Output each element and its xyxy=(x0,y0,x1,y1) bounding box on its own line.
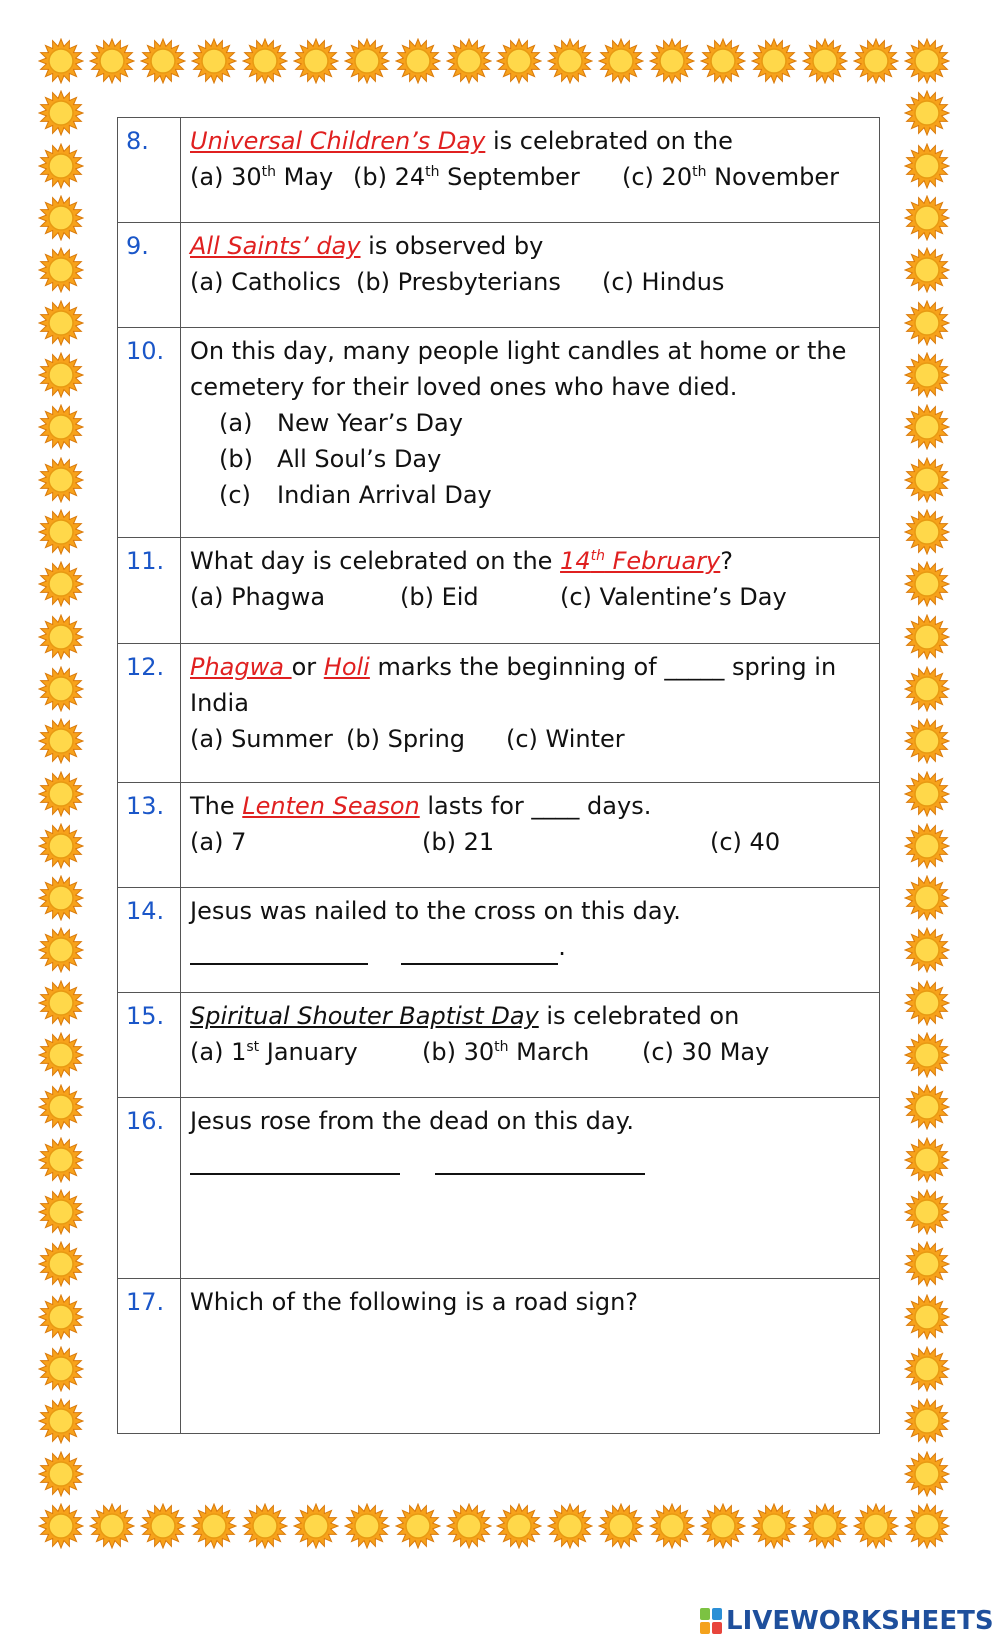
question-stem: Jesus rose from the dead on this day. xyxy=(190,1107,634,1135)
stem-text: is observed by xyxy=(360,232,544,260)
option-text: September xyxy=(439,163,580,191)
question-stem xyxy=(190,123,871,159)
question-number: 12. xyxy=(118,644,181,783)
sun-icon xyxy=(38,404,84,450)
sun-icon xyxy=(38,823,84,869)
sun-icon xyxy=(38,771,84,817)
question-row-13 xyxy=(118,783,880,888)
sun-icon xyxy=(751,38,797,84)
sun-icon xyxy=(751,1503,797,1549)
sun-icon xyxy=(904,1398,950,1444)
option-b[interactable]: (b) Presbyterians xyxy=(356,268,561,296)
highlight-term: Lenten Season xyxy=(242,792,420,820)
option-text: January xyxy=(259,1038,358,1066)
option-c[interactable] xyxy=(642,1034,769,1070)
stem-text: What day is celebrated on the xyxy=(190,547,561,575)
sun-icon xyxy=(904,1503,950,1549)
question-number: 8. xyxy=(118,118,181,223)
question-number: 15. xyxy=(118,993,181,1098)
sun-icon xyxy=(38,90,84,136)
sun-icon xyxy=(38,1451,84,1497)
option-a[interactable] xyxy=(190,1034,422,1070)
question-number: 9. xyxy=(118,223,181,328)
sun-icon xyxy=(38,718,84,764)
sun-icon xyxy=(38,875,84,921)
sun-icon xyxy=(38,927,84,973)
highlight-term xyxy=(560,547,720,575)
question-content xyxy=(181,993,880,1098)
brand-logo-icon xyxy=(700,1608,722,1634)
options-row xyxy=(190,579,871,615)
options-row xyxy=(190,264,871,300)
option-text: November xyxy=(706,163,839,191)
option-text: (b) 24 xyxy=(353,163,426,191)
question-stem xyxy=(190,998,871,1034)
sun-icon xyxy=(904,666,950,712)
question-content xyxy=(181,1098,880,1279)
option-text: March xyxy=(508,1038,590,1066)
sun-icon xyxy=(140,38,186,84)
sun-icon xyxy=(853,38,899,84)
option-c[interactable] xyxy=(622,159,839,195)
option-a[interactable]: (a) Summer xyxy=(190,725,333,753)
option-c[interactable]: (c) Valentine’s Day xyxy=(560,583,787,611)
option-text: New Year’s Day xyxy=(277,409,463,437)
sun-icon xyxy=(904,1137,950,1183)
question-number: 11. xyxy=(118,538,181,644)
option-sup: st xyxy=(246,1039,260,1055)
question-stem xyxy=(190,543,871,579)
sun-icon xyxy=(700,38,746,84)
question-number: 14. xyxy=(118,888,181,993)
sun-icon xyxy=(547,38,593,84)
sun-icon xyxy=(904,561,950,607)
question-content xyxy=(181,328,880,538)
stem-text: lasts for ____ days. xyxy=(419,792,652,820)
question-stem: cemetery for their loved ones who have died. xyxy=(190,373,738,401)
sun-icon xyxy=(904,195,950,241)
question-number: 13. xyxy=(118,783,181,888)
sun-icon xyxy=(904,247,950,293)
option-b[interactable]: (b) Spring xyxy=(346,725,466,753)
sun-icon xyxy=(395,38,441,84)
option-text: (c) 30 May xyxy=(642,1038,770,1066)
stem-text: is celebrated on xyxy=(538,1002,740,1030)
sun-icon xyxy=(38,666,84,712)
sun-icon xyxy=(293,1503,339,1549)
question-row-15 xyxy=(118,993,880,1098)
question-row-11 xyxy=(118,538,880,644)
sun-icon xyxy=(547,1503,593,1549)
question-row-9 xyxy=(118,223,880,328)
blank-period: . xyxy=(558,933,566,961)
highlight-term: All Saints’ day xyxy=(190,232,361,260)
options-row xyxy=(190,159,871,195)
sun-icon xyxy=(38,247,84,293)
sun-icon xyxy=(38,509,84,555)
option-a[interactable] xyxy=(190,159,353,195)
sun-icon xyxy=(904,352,950,398)
answer-blank-1[interactable] xyxy=(190,1147,400,1175)
options-row xyxy=(190,1034,871,1070)
sun-icon xyxy=(802,38,848,84)
sun-icon xyxy=(242,38,288,84)
question-content xyxy=(181,644,880,783)
sun-icon xyxy=(38,38,84,84)
sun-icon xyxy=(344,1503,390,1549)
sun-icon xyxy=(904,143,950,189)
question-stem: On this day, many people light candles at home or the xyxy=(190,337,847,365)
stem-text: or xyxy=(291,653,324,681)
option-c[interactable]: (c) 40 xyxy=(710,828,781,856)
sun-icon xyxy=(38,352,84,398)
option-label: (b) xyxy=(219,445,253,473)
sun-icon xyxy=(904,1346,950,1392)
option-text: (a) 1 xyxy=(190,1038,247,1066)
sun-icon xyxy=(904,457,950,503)
sun-icon xyxy=(191,1503,237,1549)
sun-icon xyxy=(904,614,950,660)
option-text: (a) 30 xyxy=(190,163,262,191)
highlight-term: Phagwa xyxy=(190,653,292,681)
sun-icon xyxy=(700,1503,746,1549)
question-content xyxy=(181,888,880,993)
question-content xyxy=(181,1279,880,1434)
option-text: May xyxy=(275,163,334,191)
option-c[interactable]: (c) Hindus xyxy=(602,268,725,296)
sun-icon xyxy=(38,300,84,346)
question-row-17 xyxy=(118,1279,880,1434)
sun-icon xyxy=(904,1241,950,1287)
question-content xyxy=(181,783,880,888)
sun-icon xyxy=(904,1294,950,1340)
sun-icon xyxy=(649,38,695,84)
sun-icon xyxy=(38,561,84,607)
question-row-14 xyxy=(118,888,880,993)
sun-icon xyxy=(38,1137,84,1183)
sun-icon xyxy=(598,38,644,84)
question-content xyxy=(181,538,880,644)
question-content xyxy=(181,118,880,223)
option-sup: th xyxy=(261,164,276,180)
sun-icon xyxy=(904,404,950,450)
option-label: (a) xyxy=(219,409,253,437)
sun-icon xyxy=(904,509,950,555)
sun-icon xyxy=(904,718,950,764)
sun-icon xyxy=(38,1398,84,1444)
option-sup: th xyxy=(692,164,707,180)
sun-icon xyxy=(904,875,950,921)
question-stem xyxy=(190,228,871,264)
sun-icon xyxy=(496,1503,542,1549)
sun-icon xyxy=(395,1503,441,1549)
sun-icon xyxy=(38,614,84,660)
stem-text: February xyxy=(604,547,721,575)
sun-icon xyxy=(38,195,84,241)
sun-icon xyxy=(904,1084,950,1130)
stem-text: marks the beginning of _____ spring in xyxy=(369,653,837,681)
sun-icon xyxy=(446,1503,492,1549)
sun-icon xyxy=(38,980,84,1026)
liveworksheets-logo[interactable] xyxy=(700,1606,994,1636)
option-sup: th xyxy=(425,164,440,180)
sun-icon xyxy=(89,38,135,84)
question-number: 16. xyxy=(118,1098,181,1279)
option-label: (c) xyxy=(219,481,251,509)
option-text: All Soul’s Day xyxy=(277,445,442,473)
sun-icon xyxy=(446,38,492,84)
stem-text: The xyxy=(190,792,243,820)
question-number: 17. xyxy=(118,1279,181,1434)
option-c[interactable] xyxy=(190,477,871,513)
sun-icon xyxy=(191,38,237,84)
stem-text: is celebrated on the xyxy=(485,127,733,155)
sun-icon xyxy=(344,38,390,84)
stem-text: ? xyxy=(720,547,734,575)
sun-icon xyxy=(38,1032,84,1078)
question-stem: India xyxy=(190,689,249,717)
sun-icon xyxy=(38,1241,84,1287)
sun-icon xyxy=(242,1503,288,1549)
option-b[interactable] xyxy=(353,159,622,195)
sun-icon xyxy=(853,1503,899,1549)
highlight-term: Spiritual Shouter Baptist Day xyxy=(190,1002,539,1030)
sun-icon xyxy=(38,1503,84,1549)
answer-blanks xyxy=(190,929,871,965)
sun-icon xyxy=(38,1084,84,1130)
answer-blank-1[interactable] xyxy=(190,937,368,965)
option-a[interactable]: (a) 7 xyxy=(190,828,247,856)
sun-icon xyxy=(904,927,950,973)
option-text: (b) 30 xyxy=(422,1038,495,1066)
sun-icon xyxy=(38,1346,84,1392)
sun-icon xyxy=(904,300,950,346)
option-a[interactable]: (a) Catholics xyxy=(190,268,341,296)
highlight-term: Universal Children’s Day xyxy=(190,127,486,155)
sun-icon xyxy=(904,1189,950,1235)
option-text: Indian Arrival Day xyxy=(277,481,492,509)
sun-icon xyxy=(38,1189,84,1235)
option-a[interactable]: (a) Phagwa xyxy=(190,583,326,611)
sun-icon xyxy=(904,1032,950,1078)
answer-blank-2[interactable] xyxy=(435,1147,645,1175)
option-c[interactable]: (c) Winter xyxy=(506,725,625,753)
option-b[interactable]: (b) Eid xyxy=(400,583,479,611)
sun-icon xyxy=(598,1503,644,1549)
question-stem xyxy=(190,788,871,824)
sun-icon xyxy=(802,1503,848,1549)
option-b[interactable] xyxy=(422,1034,642,1070)
brand-text: LIVEWORKSHEETS xyxy=(726,1606,994,1636)
options-row xyxy=(190,824,871,860)
sun-icon xyxy=(904,771,950,817)
options-row xyxy=(190,721,871,757)
option-a[interactable] xyxy=(190,405,871,441)
sun-icon xyxy=(89,1503,135,1549)
question-row-16 xyxy=(118,1098,880,1279)
question-stem xyxy=(190,649,871,685)
question-row-10 xyxy=(118,328,880,538)
sun-icon xyxy=(904,1451,950,1497)
stem-sup: th xyxy=(590,548,605,564)
sun-icon xyxy=(140,1503,186,1549)
sun-icon xyxy=(38,457,84,503)
answer-blank-2[interactable] xyxy=(401,937,558,965)
question-row-12 xyxy=(118,644,880,783)
question-content xyxy=(181,223,880,328)
option-b[interactable]: (b) 21 xyxy=(422,828,495,856)
sun-icon xyxy=(649,1503,695,1549)
sun-icon xyxy=(38,143,84,189)
sun-icon xyxy=(904,38,950,84)
sun-icon xyxy=(496,38,542,84)
question-row-8 xyxy=(118,118,880,223)
question-stem: Which of the following is a road sign? xyxy=(190,1288,639,1316)
sun-icon xyxy=(38,1294,84,1340)
stem-text: 14 xyxy=(560,547,591,575)
option-text: (c) 20 xyxy=(622,163,693,191)
question-number: 10. xyxy=(118,328,181,538)
answer-blanks xyxy=(190,1139,871,1175)
sun-icon xyxy=(904,90,950,136)
option-sup: th xyxy=(494,1039,509,1055)
sun-icon xyxy=(293,38,339,84)
sun-icon xyxy=(904,980,950,1026)
highlight-term: Holi xyxy=(323,653,370,681)
quiz-table xyxy=(117,117,880,1434)
option-b[interactable] xyxy=(190,441,871,477)
question-stem: Jesus was nailed to the cross on this day. xyxy=(190,897,681,925)
sun-icon xyxy=(904,823,950,869)
